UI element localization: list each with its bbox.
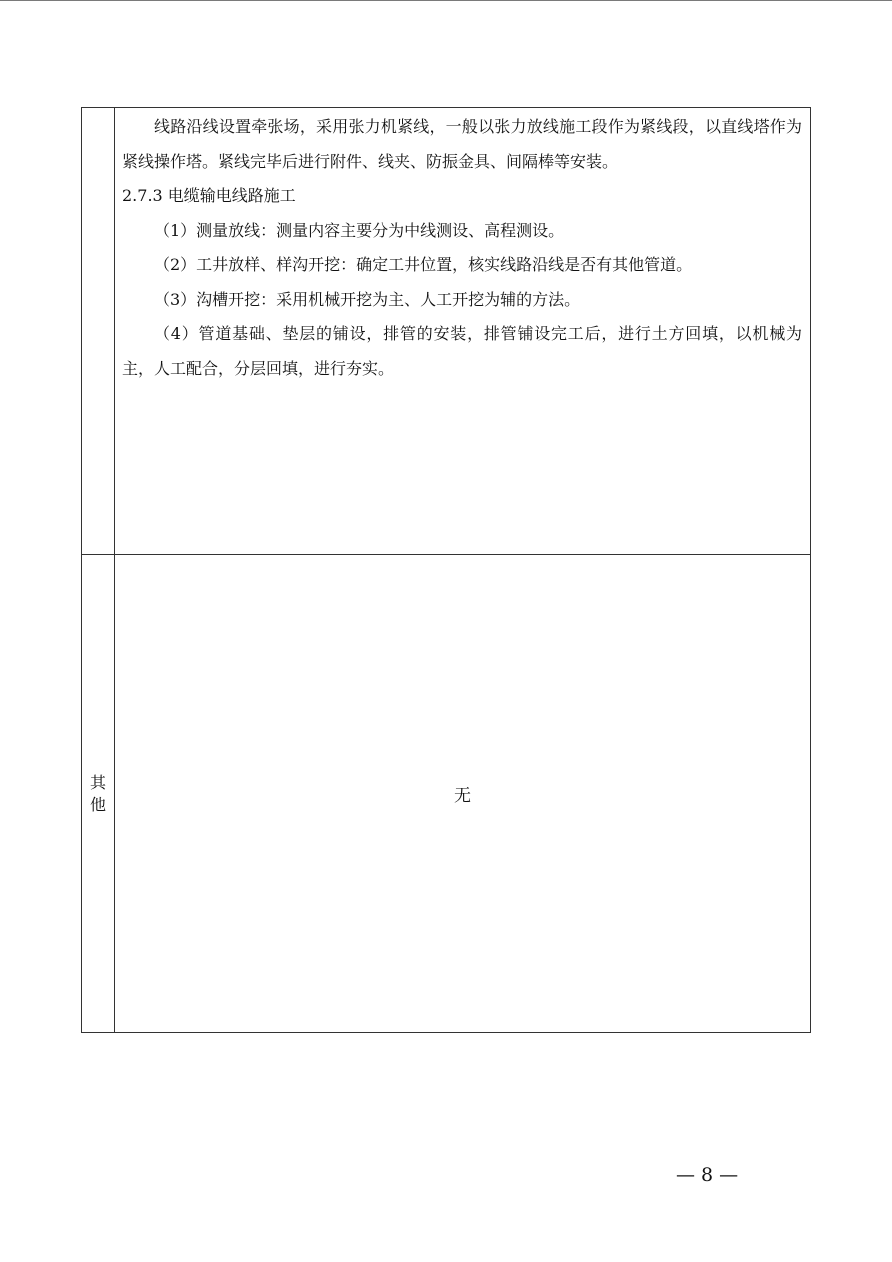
other-label-cell (82, 555, 115, 1033)
other-content-cell (115, 555, 811, 1033)
page-number: — 8 — (676, 1164, 739, 1186)
construction-content (115, 108, 810, 386)
construction-label-cell (82, 108, 115, 555)
other-content: 无 (454, 786, 471, 806)
paragraph-step-1: （1）测量放线：测量内容主要分为中线测设、高程测设。 (154, 220, 565, 240)
section-heading-cable-construction: 2.7.3 电缆输电线路施工 (122, 186, 296, 205)
other-row (82, 555, 811, 1033)
construction-content-cell (115, 108, 811, 555)
report-form-table (81, 107, 811, 1033)
construction-row (82, 108, 811, 555)
top-border-line (0, 0, 892, 1)
paragraph-step-2: （2）工井放样、样沟开挖：确定工井位置，核实线路沿线是否有其他管道。 (154, 255, 693, 274)
paragraph-step-4: （4）管道基础、垫层的铺设，排管的安装，排管铺设完工后，进行土方回填，以机械为主，人工配合，分层回填，进行夯实。 (122, 324, 802, 378)
paragraph-step-3: （3）沟槽开挖：采用机械开挖为主、人工开挖为辅的方法。 (154, 289, 581, 309)
paragraph-stringing: 线路沿线设置牵张场，采用张力机紧线，一般以张力放线施工段作为紧线段，以直线塔作为紧线操作塔。紧线完毕后进行附件、线夹、防振金具、间隔棒等安装。 (122, 117, 802, 171)
other-label: 其他 (90, 772, 107, 814)
